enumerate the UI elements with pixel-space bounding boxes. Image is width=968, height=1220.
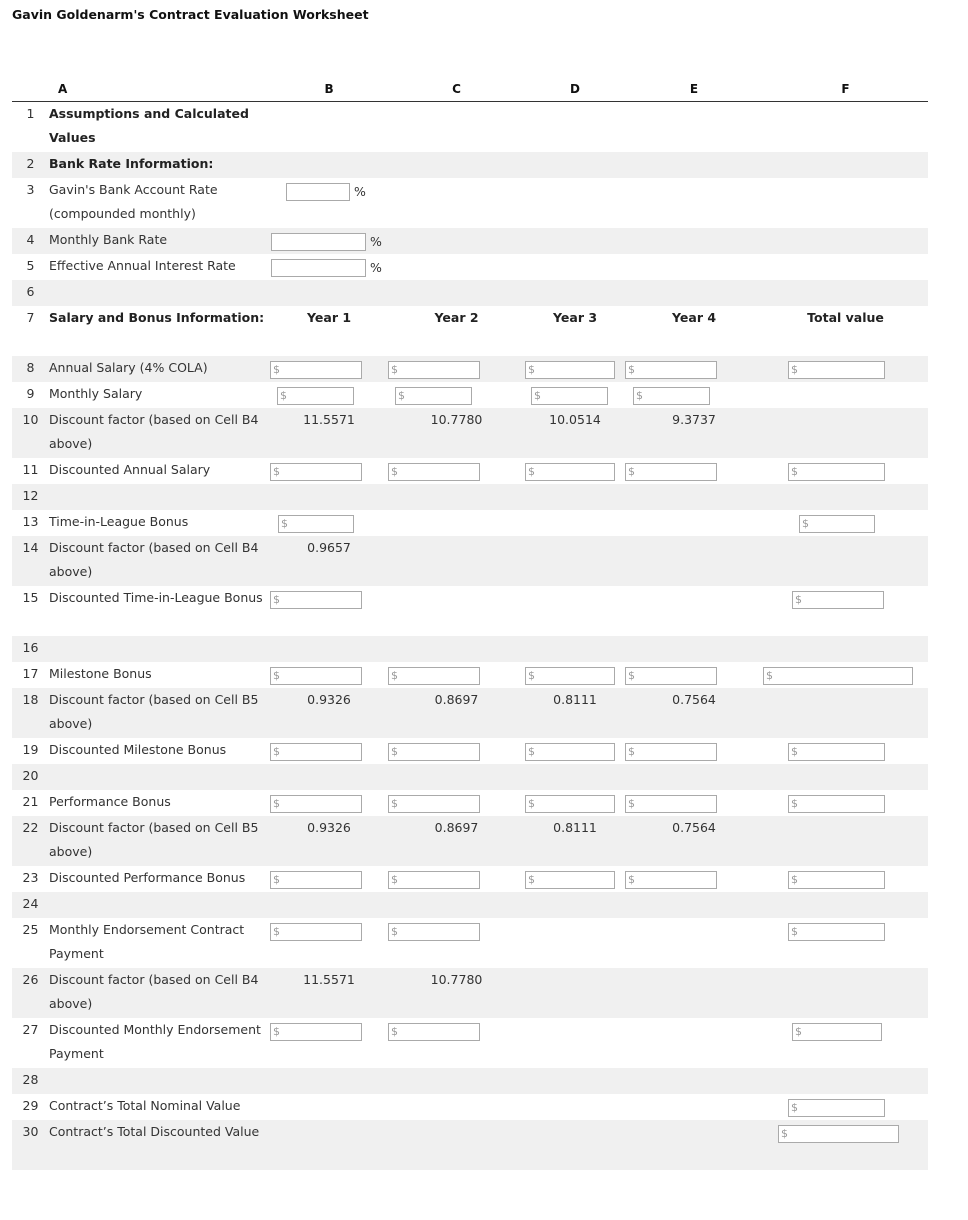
row-25 xyxy=(12,918,928,968)
row-number: 14 xyxy=(22,539,39,555)
row-number: 12 xyxy=(22,487,39,503)
monthly-salary-year-4-input[interactable]: $ xyxy=(633,387,710,405)
row-label: Discounted Time-in-League Bonus xyxy=(49,589,263,605)
performance-bonus-year-2-input[interactable]: $ xyxy=(388,795,480,813)
discount-factor-value: 10.7780 xyxy=(430,411,483,427)
row-5 xyxy=(12,254,928,280)
monthly-salary-year-3-input[interactable]: $ xyxy=(531,387,608,405)
discounted-salary-year-4-input[interactable]: $ xyxy=(625,463,717,481)
row-label: Milestone Bonus xyxy=(49,665,152,681)
row-label: Monthly Bank Rate xyxy=(49,231,168,247)
row-number: 22 xyxy=(22,819,39,835)
row-label: Annual Salary (4% COLA) xyxy=(49,359,208,375)
row-6 xyxy=(12,280,928,306)
discount-factor-value: 10.7780 xyxy=(430,971,483,987)
row-19 xyxy=(12,738,928,764)
endorsement-payment-total-input[interactable]: $ xyxy=(788,923,885,941)
monthly-salary-year-1-input[interactable]: $ xyxy=(277,387,354,405)
annual-salary-total-input[interactable]: $ xyxy=(788,361,885,379)
row-number: 13 xyxy=(22,513,39,529)
column-header-b: B xyxy=(270,77,388,102)
discounted-salary-total-input[interactable]: $ xyxy=(788,463,885,481)
column-header-row xyxy=(12,77,928,102)
discount-factor-value: 11.5571 xyxy=(303,971,355,987)
row-number: 9 xyxy=(26,385,35,401)
year-4-header: Year 4 xyxy=(672,309,717,325)
row-label: Salary and Bonus Information: xyxy=(49,309,265,325)
discount-factor-value: 0.8697 xyxy=(434,691,479,707)
percent-sign: % xyxy=(354,183,366,199)
row-label: Discounted Monthly Endorsement Payment xyxy=(49,1021,261,1061)
discounted-performance-year-2-input[interactable]: $ xyxy=(388,871,480,889)
milestone-bonus-total-input[interactable]: $ xyxy=(763,667,913,685)
discount-factor-value: 0.9326 xyxy=(307,691,351,707)
total-discounted-value-input[interactable]: $ xyxy=(778,1125,899,1143)
row-number: 18 xyxy=(22,691,39,707)
row-22 xyxy=(12,816,928,866)
bank-account-rate-input[interactable] xyxy=(286,183,350,201)
discounted-salary-year-2-input[interactable]: $ xyxy=(388,463,480,481)
row-number: 10 xyxy=(22,411,39,427)
discount-factor-value: 0.8111 xyxy=(553,819,597,835)
row-17 xyxy=(12,662,928,688)
row-number: 2 xyxy=(26,155,35,171)
row-number: 28 xyxy=(22,1071,39,1087)
row-number: 15 xyxy=(22,589,39,605)
worksheet-title: Gavin Goldenarm's Contract Evaluation Worksheet xyxy=(12,7,369,22)
row-number: 1 xyxy=(26,106,35,121)
row-26 xyxy=(12,968,928,1018)
discount-factor-value: 0.8697 xyxy=(434,819,479,835)
discounted-milestone-total-input[interactable]: $ xyxy=(788,743,885,761)
row-number: 17 xyxy=(22,665,39,681)
row-12 xyxy=(12,484,928,510)
annual-salary-year-4-input[interactable]: $ xyxy=(625,361,717,379)
discounted-performance-year-3-input[interactable]: $ xyxy=(525,871,615,889)
row-20 xyxy=(12,764,928,790)
milestone-bonus-year-2-input[interactable]: $ xyxy=(388,667,480,685)
discount-factor-value: 11.5571 xyxy=(303,411,355,427)
row-27 xyxy=(12,1018,928,1068)
effective-annual-rate-input[interactable] xyxy=(271,259,366,277)
annual-salary-year-2-input[interactable]: $ xyxy=(388,361,480,379)
row-label: Monthly Endorsement Contract Payment xyxy=(49,921,245,961)
discounted-milestone-year-1-input[interactable]: $ xyxy=(270,743,362,761)
year-3-header: Year 3 xyxy=(553,309,598,325)
discounted-performance-year-1-input[interactable]: $ xyxy=(270,871,362,889)
discounted-milestone-year-2-input[interactable]: $ xyxy=(388,743,480,761)
discount-factor-value: 10.0514 xyxy=(549,411,601,427)
row-number: 11 xyxy=(22,461,39,477)
row-label: Discount factor (based on Cell B4 above) xyxy=(49,539,259,579)
row-30 xyxy=(12,1120,928,1170)
discounted-milestone-year-4-input[interactable]: $ xyxy=(625,743,717,761)
row-number: 6 xyxy=(26,283,35,299)
row-13 xyxy=(12,510,928,536)
row-label: Bank Rate Information: xyxy=(49,155,214,171)
milestone-bonus-year-4-input[interactable]: $ xyxy=(625,667,717,685)
row-label: Discounted Performance Bonus xyxy=(49,869,246,885)
row-9 xyxy=(12,382,928,408)
row-4 xyxy=(12,228,928,254)
row-number: 4 xyxy=(26,231,35,247)
milestone-bonus-year-3-input[interactable]: $ xyxy=(525,667,615,685)
row-number: 21 xyxy=(22,793,39,809)
discount-factor-value: 9.3737 xyxy=(672,411,716,427)
row-number: 24 xyxy=(22,895,39,911)
row-1 xyxy=(12,102,928,152)
row-number: 27 xyxy=(22,1021,39,1037)
row-24 xyxy=(12,892,928,918)
total-nominal-value-input[interactable]: $ xyxy=(788,1099,885,1117)
performance-bonus-year-1-input[interactable]: $ xyxy=(270,795,362,813)
time-in-league-bonus-total-input[interactable]: $ xyxy=(799,515,875,533)
discounted-endorsement-total-input[interactable]: $ xyxy=(792,1023,882,1041)
row-23 xyxy=(12,866,928,892)
row-number: 8 xyxy=(26,359,35,375)
worksheet-table xyxy=(12,77,928,1170)
monthly-salary-year-2-input[interactable]: $ xyxy=(395,387,472,405)
column-header-a: A xyxy=(12,77,270,102)
row-label: Contract’s Total Discounted Value xyxy=(49,1123,260,1139)
milestone-bonus-year-1-input[interactable]: $ xyxy=(270,667,362,685)
performance-bonus-total-input[interactable]: $ xyxy=(788,795,885,813)
row-label: Discount factor (based on Cell B4 above) xyxy=(49,411,259,451)
time-in-league-bonus-input[interactable]: $ xyxy=(278,515,354,533)
row-number: 19 xyxy=(22,741,39,757)
row-label: Discount factor (based on Cell B4 above) xyxy=(49,971,259,1011)
row-label: Assumptions and Calculated Values xyxy=(49,106,249,145)
column-header-d: D xyxy=(525,77,625,102)
discounted-salary-year-1-input[interactable]: $ xyxy=(270,463,362,481)
row-2 xyxy=(12,152,928,178)
row-label: Discounted Annual Salary xyxy=(49,461,211,477)
performance-bonus-year-4-input[interactable]: $ xyxy=(625,795,717,813)
monthly-bank-rate-input[interactable] xyxy=(271,233,366,251)
row-18 xyxy=(12,688,928,738)
row-16 xyxy=(12,636,928,662)
discount-factor-value: 0.9657 xyxy=(307,539,351,555)
row-7 xyxy=(12,306,928,356)
row-label: Gavin's Bank Account Rate (compounded monthly) xyxy=(49,181,218,221)
row-label: Effective Annual Interest Rate xyxy=(49,257,236,273)
discounted-performance-total-input[interactable]: $ xyxy=(788,871,885,889)
row-number: 16 xyxy=(22,639,39,655)
performance-bonus-year-3-input[interactable]: $ xyxy=(525,795,615,813)
annual-salary-year-1-input[interactable]: $ xyxy=(270,361,362,379)
row-10 xyxy=(12,408,928,458)
column-header-e: E xyxy=(625,77,763,102)
row-8 xyxy=(12,356,928,382)
row-number: 26 xyxy=(22,971,39,987)
percent-sign: % xyxy=(370,233,382,249)
discount-factor-value: 0.7564 xyxy=(672,691,716,707)
row-number: 30 xyxy=(22,1123,39,1139)
year-2-header: Year 2 xyxy=(434,309,479,325)
column-header-c: C xyxy=(388,77,525,102)
endorsement-payment-year-2-input[interactable]: $ xyxy=(388,923,480,941)
endorsement-payment-year-1-input[interactable]: $ xyxy=(270,923,362,941)
discounted-salary-year-3-input[interactable]: $ xyxy=(525,463,615,481)
row-label: Discount factor (based on Cell B5 above) xyxy=(49,819,259,859)
discounted-milestone-year-3-input[interactable]: $ xyxy=(525,743,615,761)
row-label: Discounted Milestone Bonus xyxy=(49,741,227,757)
row-number: 25 xyxy=(22,921,39,937)
row-label: Discount factor (based on Cell B5 above) xyxy=(49,691,259,731)
discounted-time-bonus-total-input[interactable]: $ xyxy=(792,591,884,609)
row-number: 29 xyxy=(22,1097,39,1113)
row-11 xyxy=(12,458,928,484)
column-header-f: F xyxy=(763,77,928,102)
row-label: Time-in-League Bonus xyxy=(49,513,189,529)
row-28 xyxy=(12,1068,928,1094)
discount-factor-value: 0.8111 xyxy=(553,691,597,707)
discount-factor-value: 0.7564 xyxy=(672,819,716,835)
total-value-header: Total value xyxy=(807,309,884,325)
discount-factor-value: 0.9326 xyxy=(307,819,351,835)
row-14 xyxy=(12,536,928,586)
row-3 xyxy=(12,178,928,228)
percent-sign: % xyxy=(370,259,382,275)
annual-salary-year-3-input[interactable]: $ xyxy=(525,361,615,379)
row-15 xyxy=(12,586,928,636)
row-number: 5 xyxy=(26,257,35,273)
row-number: 7 xyxy=(26,309,35,325)
row-label: Monthly Salary xyxy=(49,385,143,401)
discounted-endorsement-year-2-input[interactable]: $ xyxy=(388,1023,480,1041)
discounted-performance-year-4-input[interactable]: $ xyxy=(625,871,717,889)
row-label: Performance Bonus xyxy=(49,793,171,809)
row-29 xyxy=(12,1094,928,1120)
row-number: 3 xyxy=(26,181,35,197)
discounted-time-bonus-input[interactable]: $ xyxy=(270,591,362,609)
discounted-endorsement-year-1-input[interactable]: $ xyxy=(270,1023,362,1041)
row-label: Contract’s Total Nominal Value xyxy=(49,1097,241,1113)
row-number: 23 xyxy=(22,869,39,885)
row-number: 20 xyxy=(22,767,39,783)
year-1-header: Year 1 xyxy=(307,309,352,325)
row-21 xyxy=(12,790,928,816)
